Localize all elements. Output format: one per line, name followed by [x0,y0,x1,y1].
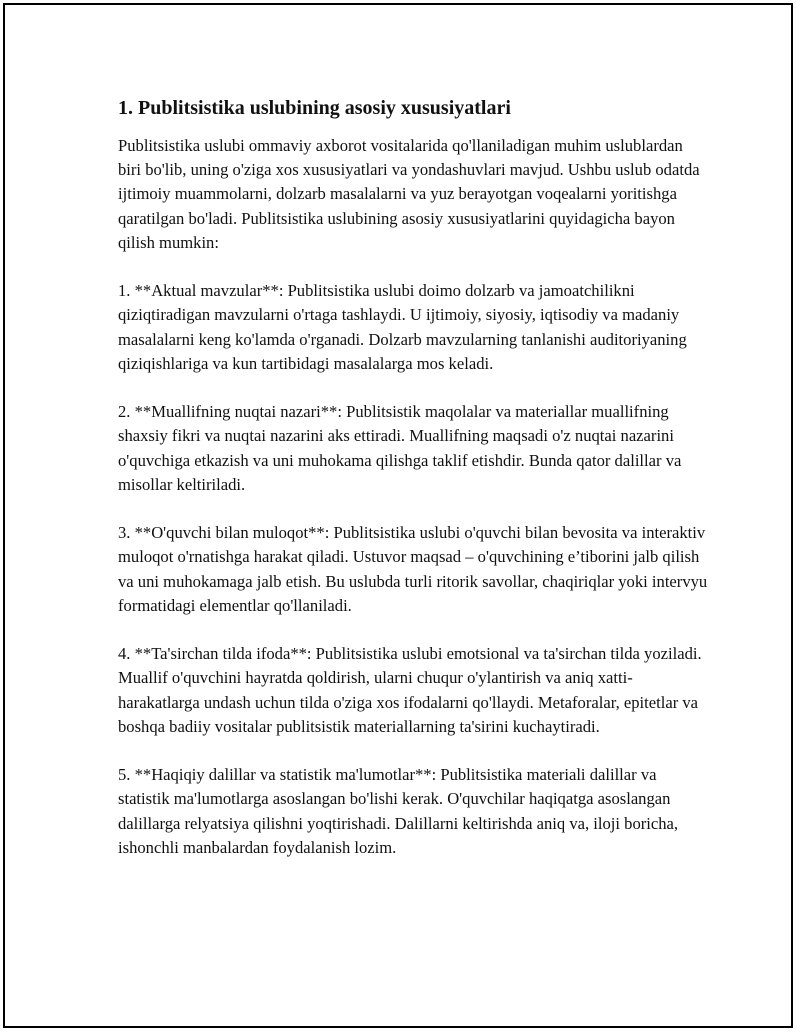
intro-paragraph: Publitsistika uslubi ommaviy axborot vositalarida qo'llaniladigan muhim uslublardan biri bo'lib, uning o'ziga xos xususiyatlari va yondashuvlari mavjud. Ushbu uslub odatda ijtimoiy muammolarni, dolzarb masalalarni va yuz berayotgan voqealarni yoritishga qaratilgan bo'ladi. Publitsistika uslubining asosiy xususiyatlarini quyidagicha bayon qilish mumkin: [118,136,700,252]
document-body [118,96,708,860]
point-2-paragraph: 2. **Muallifning nuqtai nazari**: Publitsistik maqolalar va materiallar muallifning shaxsiy fikri va nuqtai nazarini aks ettiradi. Muallifning maqsadi o'z nuqtai nazarini o'quvchiga etkazish va uni muhokama qilishga taklif etishdir. Bunda qator dalillar va misollar keltiriladi. [118,402,682,494]
point-4-paragraph: 4. **Ta'sirchan tilda ifoda**: Publitsistika uslubi emotsional va ta'sirchan tilda yoziladi. Muallif o'quvchini hayratda qoldirish, ularni chuqur o'ylantirish va aniq xatti-harakatlarga undash uchun tilda o'ziga xos ifodalarni qo'llaydi. Metaforalar, epitetlar va boshqa badiiy vositalar publitsistik materiallarning ta'sirini kuchaytiradi. [118,644,702,736]
point-3-paragraph: 3. **O'quvchi bilan muloqot**: Publitsistika uslubi o'quvchi bilan bevosita va interaktiv muloqot o'rnatishga harakat qiladi. Ustuvor maqsad – o'quvchining e’tiborini jalb qilish va uni muhokamaga jalb etish. Bu uslubda turli ritorik savollar, chaqiriqlar yoki intervyu formatidagi elementlar qo'llaniladi. [118,523,708,615]
section-heading: 1. Publitsistika uslubining asosiy xususiyatlari [118,97,511,119]
point-1-paragraph: 1. **Aktual mavzular**: Publitsistika uslubi doimo dolzarb va jamoatchilikni qiziqtiradigan mavzularni o'rtaga tashlaydi. U ijtimoiy, siyosiy, iqtisodiy va madaniy masalalarni keng ko'lamda o'rganadi. Dolzarb mavzularning tanlanishi auditoriyaning qiziqishlariga va kun tartibidagi masalalarga mos keladi. [118,281,687,373]
point-5-paragraph: 5. **Haqiqiy dalillar va statistik ma'lumotlar**: Publitsistika materiali dalillar va statistik ma'lumotlarga asoslangan bo'lishi kerak. O'quvchilar haqiqatga asoslangan dalillarga relyatsiya qilishni yoqtirishadi. Dalillarni keltirishda aniq va, iloji boricha, ishonchli manbalardan foydalanish lozim. [118,765,679,857]
